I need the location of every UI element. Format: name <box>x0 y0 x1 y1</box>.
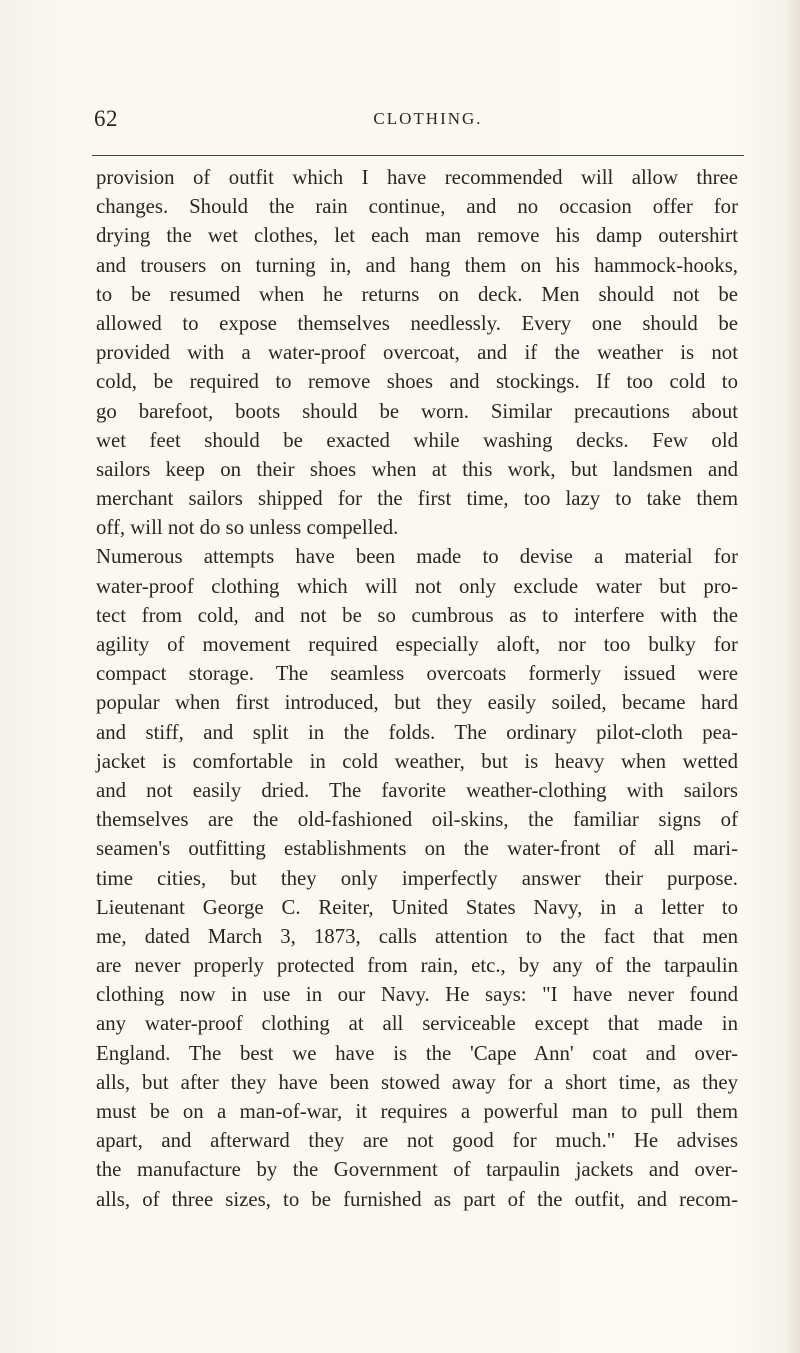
text-line: popular when first introduced, but they easily soiled, became hard <box>96 691 738 715</box>
text-line: any water-proof clothing at all serviceable except that made in <box>96 1012 738 1036</box>
text-line: and stiff, and split in the folds. The ordinary pilot-cloth pea- <box>96 720 738 744</box>
text-line: and trousers on turning in, and hang them on his hammock-hooks, <box>96 253 738 277</box>
text-line: are never properly protected from rain, etc., by any of the tarpaulin <box>96 954 738 978</box>
text-line: must be on a man-of-war, it requires a powerful man to pull them <box>96 1100 738 1123</box>
header-rule <box>92 155 744 156</box>
text-line: apart, and afterward they are not good for much." He advises <box>96 1129 738 1153</box>
text-line: changes. Should the rain continue, and no occasion offer for <box>96 195 738 219</box>
page-edge-shadow <box>786 0 800 1353</box>
text-line: the manufacture by the Government of tarpaulin jackets and over- <box>96 1158 738 1182</box>
running-title: CLOTHING. <box>373 109 483 128</box>
paragraph-start-line: Numerous attempts have been made to devise a material for <box>96 545 738 569</box>
text-line: agility of movement required especially aloft, nor too bulky for <box>96 633 738 656</box>
paragraph-end-line: off, will not do so unless compelled. <box>96 516 399 540</box>
body-text <box>96 163 738 1214</box>
text-line: themselves are the old-fashioned oil-skins, the familiar signs of <box>96 808 738 832</box>
text-line: alls, but after they have been stowed away for a short time, as they <box>96 1070 738 1094</box>
text-line: Lieutenant George C. Reiter, United States Navy, in a letter to <box>96 895 738 919</box>
text-line: provided with a water-proof overcoat, and if the weather is not <box>96 341 738 365</box>
text-line: wet feet should be exacted while washing decks. Few old <box>96 428 738 452</box>
text-line: allowed to expose themselves needlessly. Every one should be <box>96 311 738 335</box>
text-line: merchant sailors shipped for the first time, too lazy to take them <box>96 487 738 511</box>
page-number: 62 <box>94 106 118 131</box>
text-line: water-proof clothing which will not only exclude water but pro- <box>96 574 738 598</box>
text-line: clothing now in use in our Navy. He says: "I have never found <box>96 983 738 1007</box>
running-head <box>94 106 742 136</box>
text-line: cold, be required to remove shoes and stockings. If too cold to <box>96 370 738 394</box>
text-line: England. The best we have is the 'Cape Ann' coat and over- <box>96 1041 738 1065</box>
text-line: and not easily dried. The favorite weather-clothing with sailors <box>96 778 738 802</box>
text-line: to be resumed when he returns on deck. Men should not be <box>96 282 738 306</box>
text-line: provision of outfit which I have recommended will allow three <box>96 166 738 189</box>
text-line: alls, of three sizes, to be furnished as part of the outfit, and recom- <box>96 1187 738 1211</box>
text-line: go barefoot, boots should be worn. Similar precautions about <box>96 399 738 423</box>
text-line: compact storage. The seamless overcoats formerly issued were <box>96 662 738 686</box>
text-line: drying the wet clothes, let each man remove his damp outershirt <box>96 224 738 248</box>
text-line: seamen's outfitting establishments on the water-front of all mari- <box>96 837 738 861</box>
text-line: tect from cold, and not be so cumbrous as to interfere with the <box>96 603 738 627</box>
text-line: time cities, but they only imperfectly answer their purpose. <box>96 866 738 890</box>
text-line: me, dated March 3, 1873, calls attention to the fact that men <box>96 924 738 948</box>
text-line: jacket is comfortable in cold weather, but is heavy when wetted <box>96 749 738 773</box>
text-line: sailors keep on their shoes when at this work, but landsmen and <box>96 457 738 481</box>
